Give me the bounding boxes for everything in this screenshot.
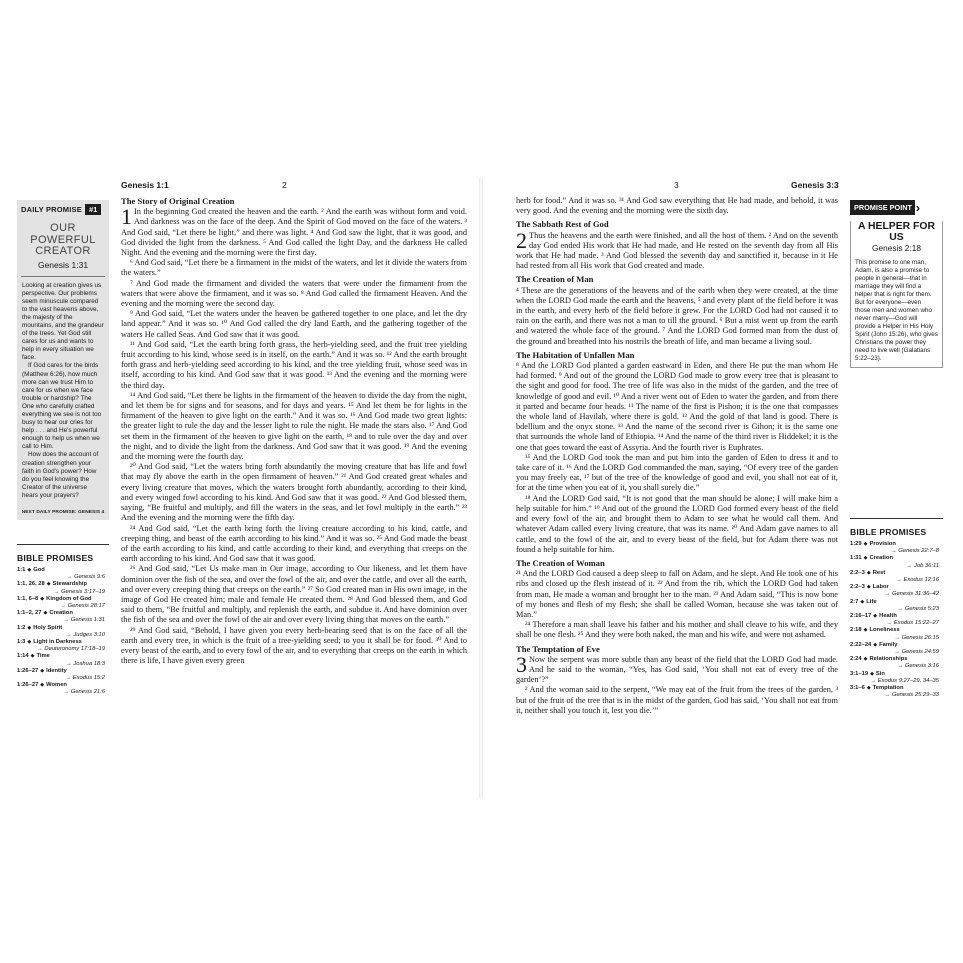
verse-paragraph: ²¹ And the LORD God caused a deep sleep to fall on Adam, and he slept. And He took one of his ribs and closed up the flesh instead of it. ²² And from the rib, which the LORD God had taken from man, He made a woman and brought her to the man. ²³ And Adam said, “This is now bone of my bones and flesh of my flesh; she shall be called Woman, because she was taken out of Man.”: [516, 569, 838, 619]
bible-promise-topic-line: [850, 555, 943, 562]
bible-promise-verses: 1:1, 6–8: [17, 595, 39, 602]
bible-promise-item: [17, 668, 109, 682]
bible-promise-item: [850, 656, 943, 670]
bible-promise-verses: 3:1–19: [850, 670, 869, 677]
bible-promises-list: [850, 541, 943, 699]
diamond-icon: ◆: [40, 595, 45, 602]
bible-promise-ref-text: Genesis 9:6: [74, 574, 105, 581]
bible-promise-item: [850, 671, 943, 685]
arrow-right-icon: →: [897, 663, 905, 670]
bible-promise-item: [17, 639, 109, 653]
daily-promise-number: #1: [85, 204, 101, 215]
verse-paragraph: ²⁴ And God said, “Let the earth bring forth the living creature according to his kind, cattle, and creeping thing, and beast of the earth according to his kind.” And it was so. ²⁵ And God made the beast of the earth according to his kind, and cattle according to their kind, and everything that creeps on the earth according to his kind. And God saw that it was good.: [121, 523, 467, 564]
bible-promise-reference: [850, 663, 943, 670]
bible-promises-right: [850, 518, 943, 699]
bible-promise-item: [850, 541, 943, 555]
bible-promise-ref-text: Genesis 31:36–42: [891, 591, 939, 598]
bible-promise-ref-text: Genesis 22:7–8: [898, 548, 939, 555]
arrow-right-icon: →: [890, 548, 899, 555]
daily-promise-label: DAILY PROMISE: [21, 205, 82, 214]
bible-promise-verses: 1:1: [17, 567, 26, 574]
promise-point-reference: Genesis 2:18: [872, 243, 921, 253]
bible-promise-topic: Life: [866, 598, 877, 605]
bible-promise-item: [17, 610, 109, 624]
bible-promise-reference: [850, 548, 943, 555]
diamond-icon: ◆: [873, 641, 878, 648]
bible-promise-reference: [850, 692, 943, 699]
bible-promise-topic-line: [17, 567, 109, 574]
bible-promise-reference: [17, 646, 109, 653]
diamond-icon: ◆: [866, 584, 871, 591]
diamond-icon: ◆: [860, 598, 865, 605]
page-number-right: 3: [674, 180, 679, 190]
bible-promise-topic: Stewardship: [52, 581, 88, 588]
daily-promise-title: OUR POWERFUL CREATOR: [30, 222, 96, 257]
bible-promise-topic: God: [33, 567, 45, 574]
bible-promise-verses: 2:2–3: [850, 584, 865, 591]
bible-promise-topic-line: [850, 584, 943, 591]
bible-promise-item: [850, 570, 943, 584]
bible-promise-verses: 1:31: [850, 555, 862, 562]
daily-promise-reference: Genesis 1:31: [37, 259, 89, 270]
verse-paragraph: ⁷ And God made the firmament and divided the waters that were under the firmament from the waters that were above the firmament, and it was so. ⁸ And God called the firmament Heaven. And the evening and the morning were the second day.: [121, 278, 467, 309]
diamond-icon: ◆: [40, 682, 45, 689]
verse-paragraph: ²⁹ And God said, “Behold, I have given you every herb-bearing seed that is on the face of all the earth and every tree, in which is the fruit of a tree-yielding seed; to you it shall be for food. ³⁰ And to every beast of the earth, and to every fowl of the air, and to everything that creeps on the earth in which there is life, I have given every green: [121, 625, 467, 666]
bible-promise-reference: [17, 675, 109, 682]
divider: [21, 276, 105, 277]
bible-promise-reference: [17, 617, 109, 624]
scripture-column-left: [121, 196, 467, 666]
bible-promise-verses: 1:1–2, 27: [17, 610, 42, 617]
bible-promise-topic: Sin: [875, 670, 885, 677]
bible-promises-title: BIBLE PROMISES: [17, 544, 109, 563]
arrow-right-icon: →: [53, 588, 62, 595]
verse-paragraph: ⁴ These are the generations of the heavens and of the earth when they were created, at the time when the LORD God made the earth and the heavens, ⁵ and every plant of the field before it was in the earth, and every herb of the field before it grew. For the LORD God had not caused it to rain on the earth, and there was not a man to till the ground. ⁶ But a mist went up from the earth and watered the whole face of the ground. ⁷ And the LORD God formed man from the dust of the ground and breathed into his nostrils the breath of life, and man became a living soul.: [516, 285, 838, 346]
bible-promise-verses: 2:22–24: [850, 641, 872, 648]
arrow-right-icon: →: [65, 631, 74, 638]
diamond-icon: ◆: [863, 627, 868, 634]
verse-text: Thus the heavens and the earth were finished, and all the host of them. ² And on the seventh day God ended His work that He had made, and He rested on the seventh day from all His work that He had made. ³ And God blessed the seventh day and sanctified it, because in it He had rested from all His work that God created and made.: [516, 230, 838, 271]
bible-promise-reference: [850, 591, 943, 598]
arrow-right-icon: →: [896, 577, 904, 584]
verse-paragraph: ²⁶ And God said, “Let Us make man in Our image, according to Our likeness, and let them have dominion over the fish of the sea, and over the fowl of the air, and over the cattle, and over all the earth, and over every creeping thing that creeps on the earth.” ²⁷ So God created man in His own image, in the image of God He created him; male and female He created them. ²⁸ And God blessed them, and God said to them, “Be fruitful and multiply, and replenish the earth, and subdue it. And have dominion over the fish of the sea and over the fowl of the air and over every living thing that moves on the earth.”: [121, 564, 467, 625]
section-heading: The Story of Original Creation: [121, 196, 235, 206]
bible-promise-ref-text: Deuteronomy 17:18–19: [44, 646, 105, 653]
bible-promise-reference: [17, 632, 109, 639]
verse-text: In the beginning God created the heaven and the earth. ² And the earth was without form and void. And darkness was on the face of the deep. And the Spirit of God moved on the face of the waters. ³ And God said, “Let there be light,” and there was light. ⁴ And God saw the light, that it was good, and God divided the light from the darkness. ⁵ And God called the light Day, and the darkness He called Night. And the evening and the morning were the first day.: [121, 207, 467, 258]
bible-promise-reference: [17, 689, 109, 696]
arrow-right-icon: →: [65, 660, 74, 667]
bible-promise-ref-text: Genesis 1:31: [70, 617, 105, 624]
verse-text: Now the serpent was more subtle than any beast of the field that the LORD God had made. And he said to the woman, “Yes, has God said, ‘You shall not eat of every tree of the garden’?”: [516, 654, 838, 685]
daily-promise-tag: [17, 200, 109, 217]
bible-promise-reference: [850, 606, 943, 613]
bible-promise-ref-text: Genesis 5:23: [904, 605, 939, 612]
bible-promise-topic-line: [850, 642, 943, 649]
promise-point-text: This promise to one man, Adam, is also a promise to people in general—that in marriage they will find a helper that is right for them. But for everyone—even those men and women who never marry—God will provide a Helper in His Holy Spirit (John 15:26), who gives Christians the power they need to live well (Galatians 5:22–23).: [855, 259, 938, 362]
bible-promise-topic-line: [17, 625, 109, 632]
bible-promise-reference: [850, 563, 943, 570]
arrow-right-icon: →: [63, 617, 71, 624]
bible-promises-left: [17, 544, 109, 697]
bible-promise-item: [17, 596, 109, 610]
bible-promise-topic: Temptation: [872, 685, 904, 692]
bible-promises-title: BIBLE PROMISES: [850, 518, 943, 537]
bible-promise-ref-text: Exodus 15:22–27: [893, 620, 939, 627]
bible-promise-topic: Labor: [872, 584, 889, 591]
bible-promise-item: [17, 625, 109, 639]
bible-promise-verses: 3:1–6: [850, 685, 865, 692]
bible-promise-verses: 1:1, 26, 28: [17, 581, 45, 588]
bible-promise-reference: [17, 603, 109, 610]
promise-point-title: A HELPER FOR US: [858, 221, 935, 243]
bible-promise-verses: 2:24: [850, 656, 862, 663]
bible-promise-reference: [850, 635, 943, 642]
verse-paragraph: ⁹ And God said, “Let the waters under the heaven be gathered together to one place, and let the dry land appear.” And it was so. ¹⁰ And God called the dry land Earth, and the gathering together of the waters He called Seas. And God saw that it was good.: [121, 309, 467, 339]
bible-promise-topic-line: [17, 610, 109, 617]
bible-promise-reference: [17, 574, 109, 581]
bible-promise-topic: Light in Darkness: [33, 639, 82, 646]
bible-promise-item: [850, 642, 943, 656]
section-heading: The Temptation of Eve: [516, 643, 600, 654]
bible-promise-ref-text: Genesis 3:17–19: [61, 588, 105, 595]
bible-promise-ref-text: Genesis 21:6: [70, 689, 105, 696]
bible-promise-reference: [850, 620, 943, 627]
diamond-icon: ◆: [46, 581, 51, 588]
arrow-right-icon: →: [886, 620, 894, 627]
chapter-number: 3: [516, 651, 527, 677]
page-number-left: 2: [282, 180, 287, 190]
bible-promise-ref-text: Exodus 15:2: [72, 675, 105, 682]
bible-promise-verses: 1:26–27: [17, 667, 39, 674]
right-page: [486, 178, 948, 798]
bible-promise-item: [17, 682, 109, 696]
bible-promise-item: [850, 613, 943, 627]
bible-promise-ref-text: Exodus 9:27–29, 34–35: [877, 677, 939, 684]
bible-promise-item: [850, 555, 943, 569]
daily-promise-paragraph: How does the account of creation strengthen your faith in God's power? How do you feel knowing the Creator of the universe hears your prayers?: [22, 451, 99, 499]
bible-promise-topic-line: [850, 570, 943, 577]
verse-paragraph: ⁸ And the LORD God planted a garden eastward in Eden, and there He put the man whom He had formed. ⁹ And out of the ground the LORD God made to grow every tree that is pleasant to the sight and good for food. The tree of life was also in the midst of the garden, and the tree of knowledge of good and evil. ¹⁰ And a river went out of Eden to water the garden, and from there it parted and became four heads. ¹¹ The name of the first is Pishon; it is the one that compasses the whole land of Havilah, where there is gold. ¹² And the gold of that land is good. There is bdellium and the onyx stone. ¹³ And the name of the second river is Gihon; it is the same one that surrounds the whole land of Ethiopia. ¹⁴ And the name of the third river is Hiddekel; it is the one that goes toward the east of Assyria. And the fourth river is Euphrates.: [516, 361, 838, 452]
next-daily-promise: NEXT DAILY PROMISE: GENESIS 4: [21, 510, 105, 516]
bible-promise-topic: Kingdom of God: [46, 595, 92, 602]
verse-paragraph: [121, 204, 467, 258]
diamond-icon: ◆: [27, 639, 32, 646]
diamond-icon: ◆: [863, 541, 868, 547]
diamond-icon: ◆: [27, 624, 32, 631]
verse-paragraph: ²⁰ And God said, “Let the waters bring forth abundantly the moving creature that has life and fowl that may fly above the earth in the open firmament of heaven.” ²¹ And God created great whales and every living creature that moves, which the waters brought forth abundantly, according to their kind, and every winged fowl according to his kind. And God saw that it was good. ²² And God blessed them, saying, “Be fruitful and multiply, and fill the waters in the seas, and let fowl multiply in the earth.” ²³ And the evening and the morning were the fifth day.: [121, 462, 467, 523]
diamond-icon: ◆: [30, 653, 35, 660]
bible-promise-topic-line: [17, 668, 109, 675]
bible-promise-topic-line: [17, 596, 109, 603]
bible-promise-topic-line: [850, 613, 943, 620]
bible-promise-topic: Rest: [872, 569, 886, 576]
chapter-number: 1: [121, 204, 132, 230]
bible-promise-verses: 1:2: [17, 624, 26, 631]
bible-promise-ref-text: Genesis 26:15: [901, 634, 939, 641]
daily-promise-box: [17, 200, 109, 520]
bible-promise-ref-text: Exodus 12:16: [903, 577, 939, 584]
arrow-right-icon: →: [66, 574, 75, 581]
bible-promise-verses: 2:18: [850, 627, 862, 634]
section-heading: The Creation of Woman: [516, 557, 605, 568]
bible-promise-ref-text: Judges 3:10: [73, 631, 105, 638]
bible-promise-topic: Health: [879, 613, 897, 620]
arrow-right-icon: →: [36, 646, 45, 653]
bible-promise-item: [850, 599, 943, 613]
bible-promise-topic: Creation: [869, 555, 893, 562]
bible-promise-ref-text: Genesis 3:16: [904, 663, 939, 670]
daily-promise-paragraph: If God cares for the birds (Matthew 6:26), how much more can we trust Him to care for us when we face trouble or hardship? The One who carefully crafted everything we see is not too busy to hear our cries for help . . . and He's powerful enough to help us when we call to Him.: [22, 362, 102, 451]
verse-paragraph: ¹⁴ And God said, “Let there be lights in the firmament of the heaven to divide the day from the night, and let them be for signs and for seasons, and for days and years. ¹⁵ And let them be for lights in the firmament of the heaven to give light on the earth.” And it was so. ¹⁶ And God made two great lights: the greater light to rule the day and the lesser light to rule the night. He made the stars also. ¹⁷ And God set them in the firmament of the heaven to give light on the earth, ¹⁸ and to rule over the day and over the night, and to divide the light from the darkness. And God saw that it was good. ¹⁹ And the evening and the morning were the fourth day.: [121, 390, 467, 462]
verse-paragraph: [516, 227, 838, 272]
bible-promise-item: [17, 653, 109, 667]
arrow-right-icon: →: [897, 605, 905, 612]
bible-promise-item: [17, 567, 109, 581]
bible-promise-ref-text: Genesis 25:29–33: [891, 692, 939, 699]
bible-promise-topic-line: [850, 671, 943, 678]
arrow-right-icon: →: [894, 649, 902, 656]
verse-paragraph: ¹⁸ And the LORD God said, “It is not good that the man should be alone; I will make him a help suitable for him.” ¹⁹ And out of the ground the LORD God formed every beast of the field and every fowl of the air, and brought them to Adam to see what he would call them. And whatever Adam called every living creature, that was its name. ²⁰ And Adam gave names to all cattle, and to the fowl of the air, and to every beast of the field, but for Adam there was not found a help suitable for him.: [516, 493, 838, 554]
bible-promise-ref-text: Job 36:11: [913, 562, 939, 569]
bible-promise-verses: 2:16–17: [850, 613, 872, 620]
section-heading: The Creation of Man: [516, 274, 594, 285]
left-page: [14, 178, 476, 798]
verse-paragraph: herb for food.” And it was so. ³¹ And God saw everything that He had made, and behold, it was very good. And the evening and the morning were the sixth day.: [516, 196, 838, 216]
promise-point-box: [850, 221, 943, 368]
bible-promise-verses: 1:29: [850, 541, 862, 547]
promise-point-sidebar: [850, 200, 943, 699]
bible-promise-topic: Creation: [49, 610, 73, 617]
running-head-right: Genesis 3:3: [791, 180, 839, 190]
bible-promise-verses: 2:2–3: [850, 569, 865, 576]
bible-promise-topic-line: [850, 599, 943, 606]
promise-point-label: PROMISE POINT: [850, 200, 915, 215]
diamond-icon: ◆: [27, 567, 32, 574]
arrow-right-icon: →: [65, 675, 73, 682]
promise-point-tag: [850, 200, 943, 215]
section-heading: The Sabbath Rest of God: [516, 219, 609, 230]
daily-promise-paragraph: Looking at creation gives us perspective. Our problems seem minuscule compared to the vast heavens above, the majesty of the mountains, and the grandeur of the trees. Yet God still cares for us and wants to help in every situation we face.: [22, 281, 104, 362]
bible-promise-topic: Women: [46, 682, 67, 689]
bible-promise-topic: Family: [879, 641, 898, 648]
diamond-icon: ◆: [863, 555, 868, 562]
bible-promise-reference: [17, 589, 109, 596]
bible-promises-list: [17, 567, 109, 697]
bible-promise-verses: 1:3: [17, 639, 26, 646]
bible-promise-reference: [850, 577, 943, 584]
verse-paragraph: [516, 651, 838, 686]
bible-promise-item: [850, 584, 943, 598]
bible-promise-ref-text: Genesis 24:59: [901, 649, 939, 656]
arrow-right-icon: →: [884, 591, 892, 598]
arrow-right-icon: →: [884, 692, 892, 699]
bible-promise-reference: [850, 678, 943, 685]
verse-paragraph: ²⁴ Therefore a man shall leave his father and his mother and shall cleave to his wife, and they shall be one flesh. ²⁵ And they were both naked, the man and his wife, and were not ashamed.: [516, 620, 838, 640]
section-heading: The Habitation of Unfallen Man: [516, 349, 635, 360]
bible-promise-topic: Loneliness: [869, 627, 900, 634]
bible-promise-topic-line: [17, 639, 109, 646]
arrow-right-icon: →: [894, 634, 902, 641]
verse-paragraph: ¹⁵ And the LORD God took the man and put him into the garden of Eden to dress it and to take care of it. ¹⁶ And the LORD God commanded the man, saying, “Of every tree of the garden you may freely eat, ¹⁷ but of the tree of the knowledge of good and evil, you shall not eat of it, for at the time when you eat of it, you shall surely die.”: [516, 452, 838, 493]
bible-promise-topic: Identity: [46, 667, 67, 674]
diamond-icon: ◆: [873, 613, 878, 620]
bible-promise-verses: 1:26–27: [17, 682, 39, 689]
chapter-number: 2: [516, 227, 527, 253]
verse-paragraph: ² And the woman said to the serpent, “We may eat of the fruit from the trees of the garden, ³ but of the fruit of the tree that is in the midst of the garden, God has said, ‘You shall not eat from it, neither shall you touch it, lest you die.’”: [516, 685, 838, 715]
bible-promise-verses: 1:14: [17, 653, 29, 660]
diamond-icon: ◆: [40, 667, 45, 674]
arrow-right-icon: →: [63, 689, 71, 696]
running-head-left: Genesis 1:1: [121, 180, 169, 190]
daily-promise-sidebar: [17, 200, 109, 697]
bible-promise-topic-line: [17, 682, 109, 689]
diamond-icon: ◆: [870, 670, 874, 677]
book-gutter: [479, 178, 483, 798]
bible-promise-topic-line: [17, 581, 109, 588]
bible-promise-item: [850, 627, 943, 641]
bible-promise-topic-line: [850, 685, 943, 692]
bible-promise-topic-line: [850, 541, 943, 548]
arrow-right-icon: →: [870, 677, 878, 684]
bible-promise-topic: Time: [36, 653, 50, 660]
arrow-right-icon: →: [60, 603, 68, 610]
diamond-icon: ◆: [43, 610, 48, 617]
verse-paragraph: ⁶ And God said, “Let there be a firmament in the midst of the waters, and let it divide the waters from the waters.”: [121, 258, 467, 278]
daily-promise-text: [17, 282, 109, 501]
diamond-icon: ◆: [866, 685, 871, 692]
bible-promise-reference: [850, 649, 943, 656]
diamond-icon: ◆: [863, 656, 868, 663]
bible-promise-item: [17, 581, 109, 595]
bible-promise-topic: Provision: [869, 541, 896, 547]
scripture-column-right: [516, 196, 838, 716]
bible-promise-topic-line: [850, 627, 943, 634]
bible-promise-topic-line: [850, 656, 943, 663]
bible-promise-topic: Holy Spirit: [33, 624, 63, 631]
bible-promise-topic: Relationships: [869, 656, 908, 663]
bible-promise-ref-text: Genesis 28:17: [67, 603, 105, 610]
bible-promise-verses: 2:7: [850, 598, 859, 605]
arrow-right-icon: →: [906, 562, 914, 569]
bible-promise-reference: [17, 661, 109, 668]
bible-promise-topic-line: [17, 653, 109, 660]
diamond-icon: ◆: [866, 569, 871, 576]
bible-promise-item: [850, 685, 943, 699]
bible-promise-ref-text: Joshua 18:3: [73, 660, 105, 667]
verse-paragraph: ¹¹ And God said, “Let the earth bring forth grass, the herb-yielding seed, and the fruit tree yielding fruit according to his kind, whose seed is in itself, on the earth.” And it was so. ¹² And the earth brought forth grass and herb-yielding seed according to his kind, and the tree yielding fruit, whose seed was in itself, according to his kind. And God saw that it was good. ¹³ And the evening and the morning were the third day.: [121, 339, 467, 390]
